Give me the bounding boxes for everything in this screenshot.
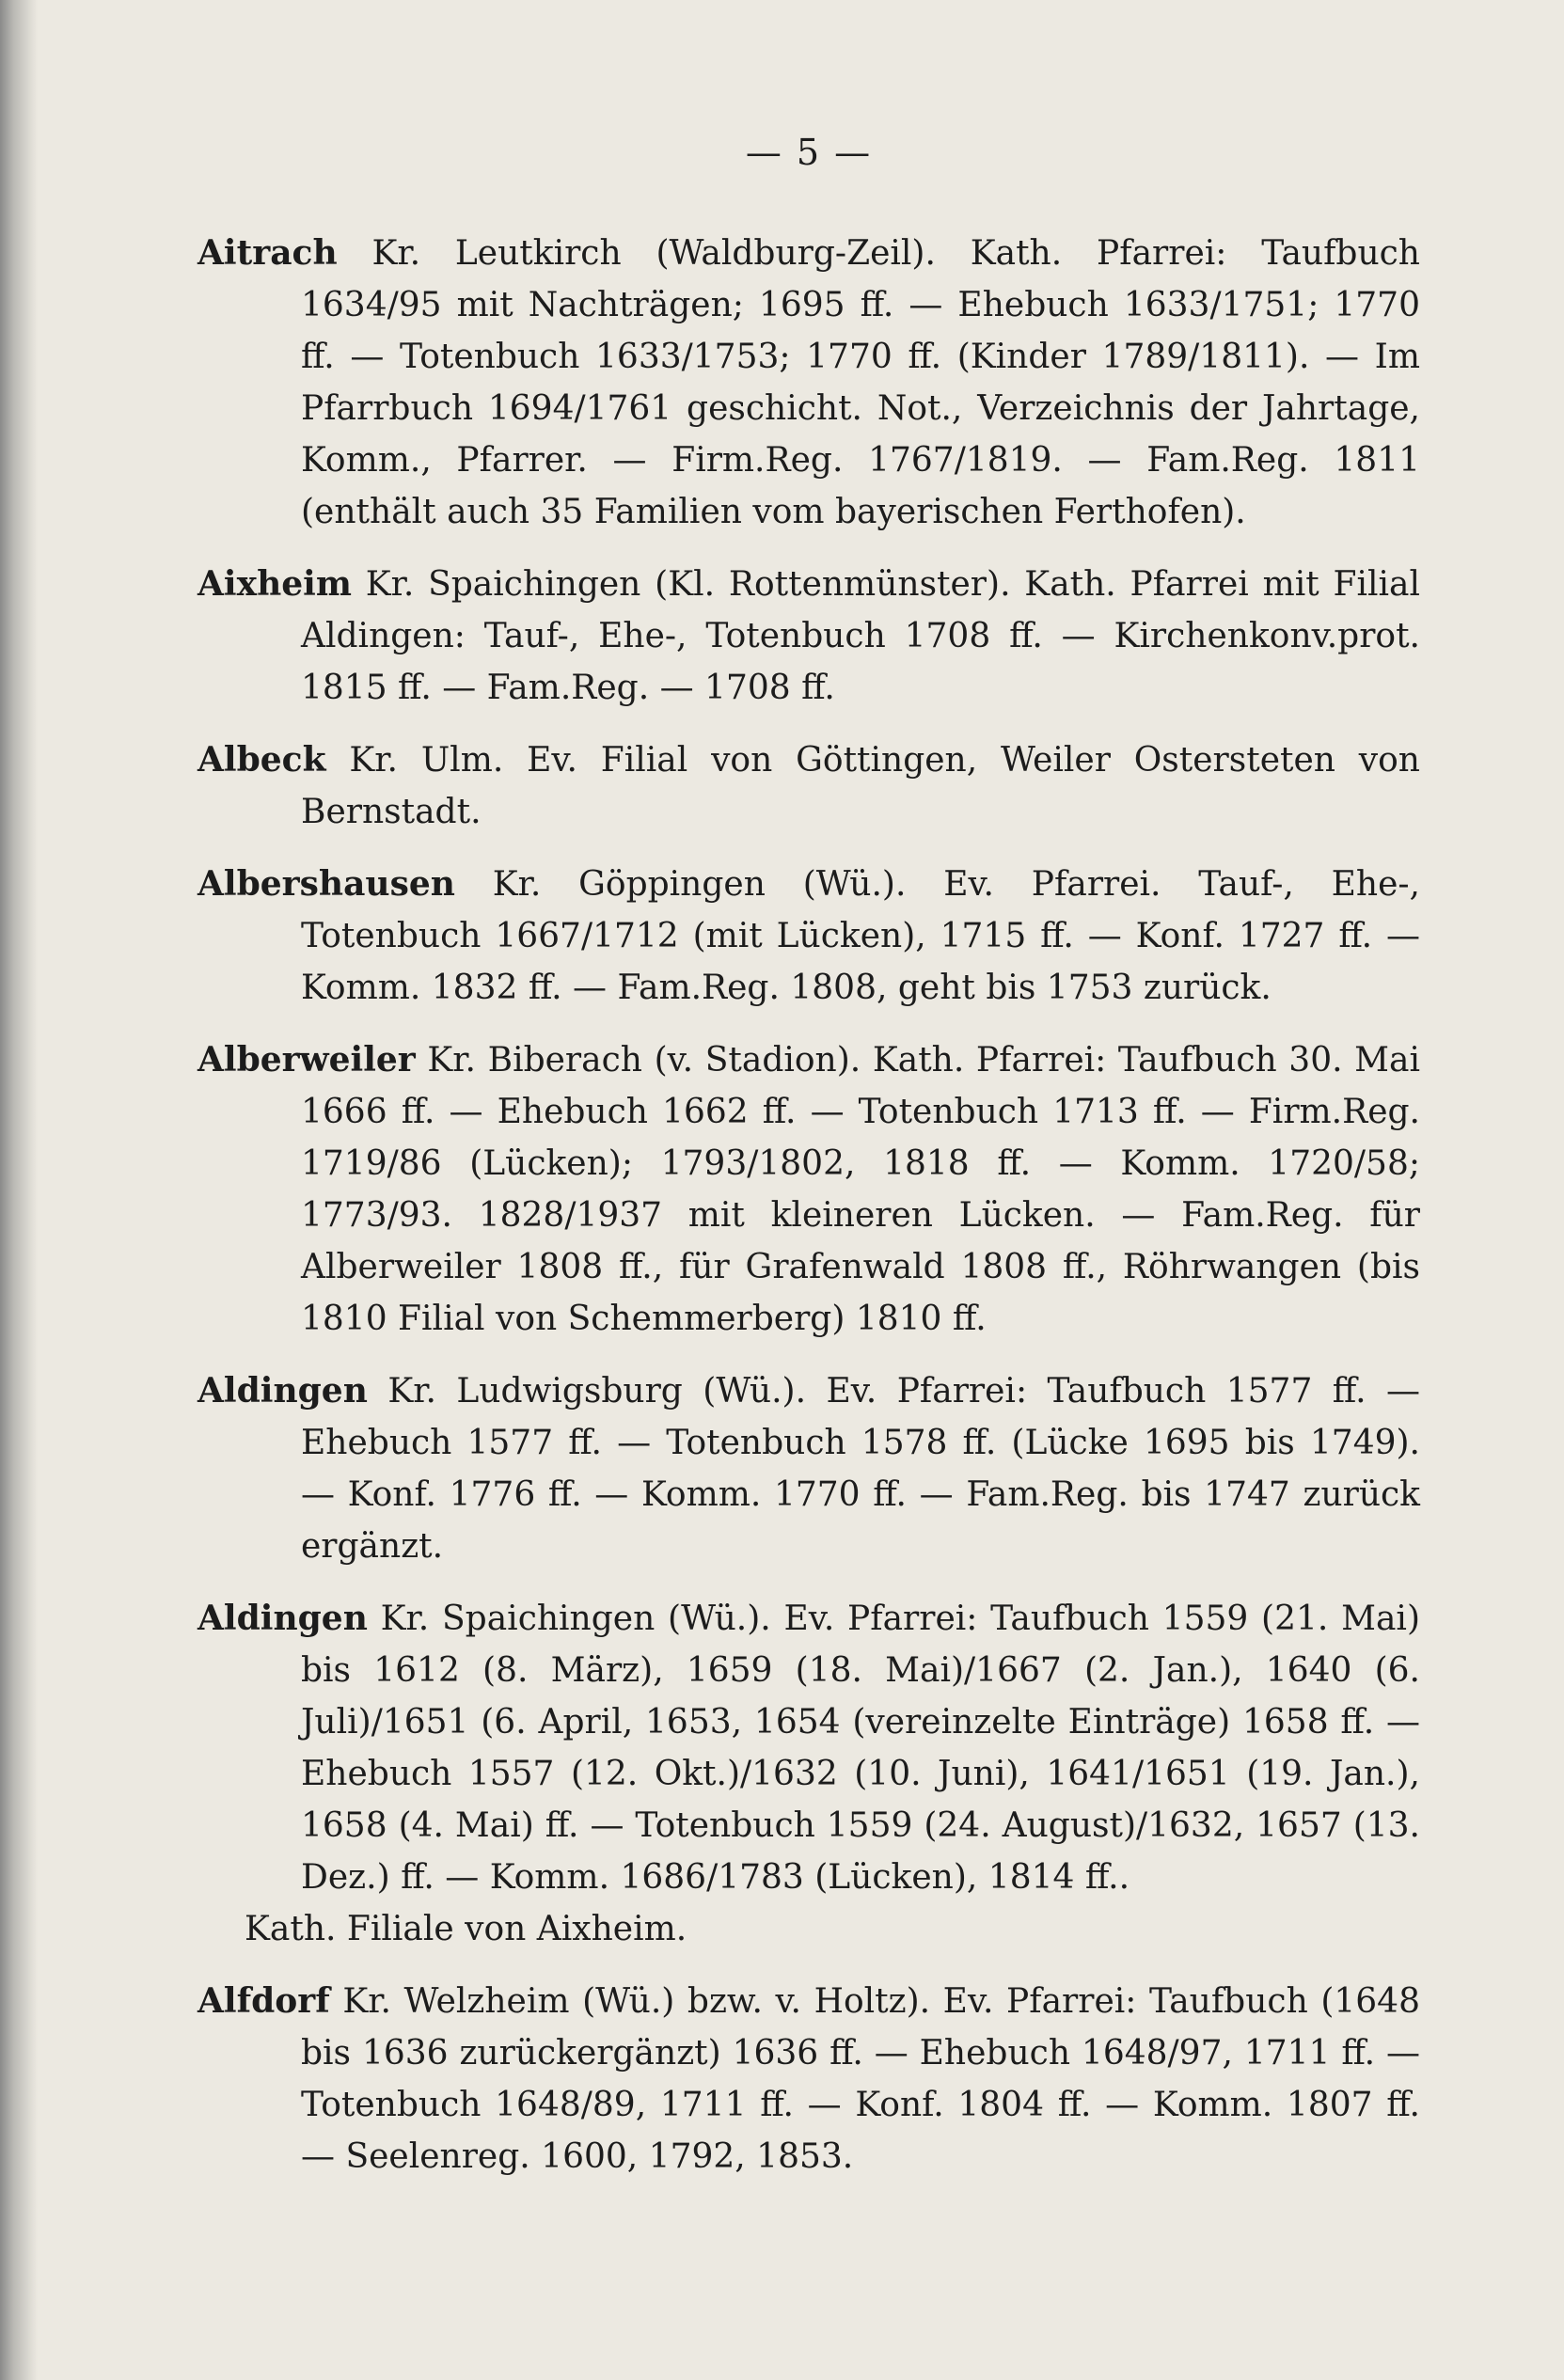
- entry-body: [197, 228, 1420, 538]
- page-edge: [0, 0, 38, 2380]
- entry-heading: Albeck: [197, 740, 326, 780]
- page: [197, 132, 1420, 2203]
- entry-alberweiler: [197, 1034, 1420, 1345]
- entry-body: [197, 1976, 1420, 2183]
- entry-note: Kath. Filiale von Aixheim.: [245, 1910, 687, 1948]
- entry-aitrach: [197, 228, 1420, 538]
- entry-heading: Alfdorf: [197, 1981, 330, 2021]
- entry-heading: Alberweiler: [197, 1040, 416, 1080]
- entry-text: Kr. Biberach (v. Stadion). Kath. Pfarrei: Taufbuch 30. Mai 1666 ff. — Ehebuch 1662 ff. — Totenbuch 1713 ff. — Firm.Reg. 1719/86 (Lücken); 1793/1802, 1818 ff. — Komm. 1720/58; 1773/93. 1828/1937 mit kleineren Lücken. — Fam.Reg. für Alberweiler 1808 ff., für Grafenwald 1808 ff., Röhrwangen (bis 1810 Filial von Schemmerberg) 1810 ff.: [301, 1041, 1420, 1338]
- entry-body: [197, 1365, 1420, 1572]
- entry-heading: Aitrach: [197, 233, 338, 273]
- entry-body: [197, 859, 1420, 1014]
- entry-body: [197, 734, 1420, 838]
- entry-heading: Albershausen: [197, 864, 455, 904]
- entry-text: Kr. Ludwigsburg (Wü.). Ev. Pfarrei: Taufbuch 1577 ff. — Ehebuch 1577 ff. — Totenbuch 1578 ff. (Lücke 1695 bis 1749). — Konf. 1776 ff. — Komm. 1770 ff. — Fam.Reg. bis 1747 zurück ergänzt.: [301, 1372, 1420, 1566]
- entry-heading: Aldingen: [197, 1599, 368, 1638]
- entry-body: [197, 1034, 1420, 1345]
- page-number: — 5 —: [745, 132, 873, 173]
- entry-body: [197, 1593, 1420, 1903]
- entry-aldingen-ludwigsburg: [197, 1365, 1420, 1572]
- entry-albeck: [197, 734, 1420, 838]
- entry-text: Kr. Göppingen (Wü.). Ev. Pfarrei. Tauf-, Ehe-, Totenbuch 1667/1712 (mit Lücken), 1715 ff. — Konf. 1727 ff. — Komm. 1832 ff. — Fam.Reg. 1808, geht bis 1753 zurück.: [301, 865, 1420, 1007]
- entry-text: Kr. Spaichingen (Wü.). Ev. Pfarrei: Taufbuch 1559 (21. Mai) bis 1612 (8. März), 1659 (18. Mai)/1667 (2. Jan.), 1640 (6. Juli)/1651 (6. April, 1653, 1654 (vereinzelte Einträge) 1658 ff. — Ehebuch 1557 (12. Okt.)/1632 (10. Juni), 1641/1651 (19. Jan.), 1658 (4. Mai) ff. — Totenbuch 1559 (24. August)/1632, 1657 (13. Dez.) ff. — Komm. 1686/1783 (Lücken), 1814 ff..: [301, 1600, 1420, 1897]
- entry-body: [197, 559, 1420, 714]
- entry-text: Kr. Welzheim (Wü.) bzw. v. Holtz). Ev. Pfarrei: Taufbuch (1648 bis 1636 zurückergänzt) 1636 ff. — Ehebuch 1648/97, 1711 ff. — Totenbuch 1648/89, 1711 ff. — Konf. 1804 ff. — Komm. 1807 ff. — Seelenreg. 1600, 1792, 1853.: [301, 1982, 1420, 2176]
- entry-text: Kr. Leutkirch (Waldburg-Zeil). Kath. Pfarrei: Taufbuch 1634/95 mit Nachträgen; 1695 ff. — Ehebuch 1633/1751; 1770 ff. — Totenbuch 1633/1753; 1770 ff. (Kinder 1789/1811). — Im Pfarrbuch 1694/1761 geschicht. Not., Verzeichnis der Jahrtage, Komm., Pfarrer. — Firm.Reg. 1767/1819. — Fam.Reg. 1811 (enthält auch 35 Familien vom bayerischen Ferthofen).: [301, 234, 1420, 531]
- entry-albershausen: [197, 859, 1420, 1014]
- entry-aixheim: [197, 559, 1420, 714]
- entry-heading: Aixheim: [197, 564, 352, 604]
- entry-aldingen-spaichingen: [197, 1593, 1420, 1955]
- entry-text: Kr. Ulm. Ev. Filial von Göttingen, Weiler Ostersteten von Bernstadt.: [301, 741, 1420, 831]
- entry-text: Kr. Spaichingen (Kl. Rottenmünster). Kath. Pfarrei mit Filial Aldingen: Tauf-, Ehe-, Totenbuch 1708 ff. — Kirchenkonv.prot. 1815 ff. — Fam.Reg. — 1708 ff.: [301, 565, 1420, 707]
- entry-heading: Aldingen: [197, 1371, 368, 1411]
- entry-alfdorf: [197, 1976, 1420, 2183]
